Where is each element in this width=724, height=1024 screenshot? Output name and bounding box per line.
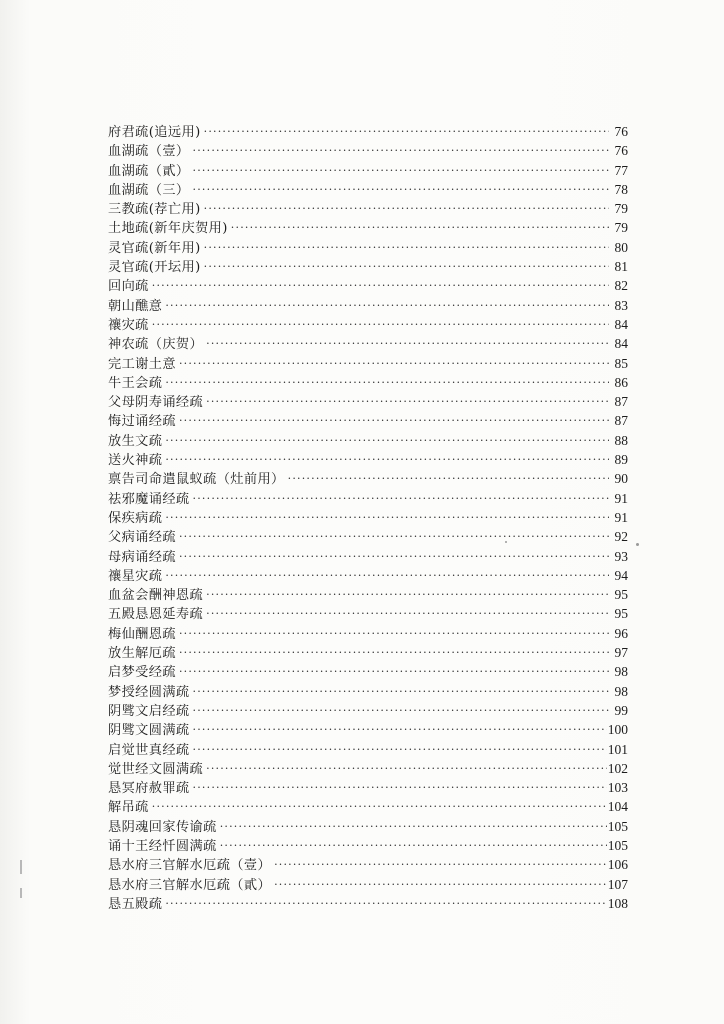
toc-entry-page-number: 106 <box>607 857 628 873</box>
scan-speck <box>636 543 639 546</box>
toc-dot-leader <box>165 296 609 315</box>
toc-entry <box>108 431 628 450</box>
toc-dot-leader <box>179 643 609 662</box>
toc-dot-leader <box>231 218 609 237</box>
toc-entry-title: 三教疏(荐亡用) <box>108 202 201 218</box>
toc-entry-page-number: 105 <box>607 837 628 853</box>
toc-entry-title: 血湖疏（三） <box>108 182 190 198</box>
toc-entry-title: 禳灾疏 <box>108 317 149 333</box>
toc-entry <box>108 547 628 566</box>
toc-dot-leader <box>152 315 609 334</box>
toc-entry <box>108 354 628 373</box>
toc-entry <box>108 759 628 778</box>
toc-entry <box>108 720 628 739</box>
toc-dot-leader <box>165 566 609 585</box>
toc-entry-title: 诵十王经忏圆满疏 <box>108 838 217 854</box>
toc-entry-title: 悔过诵经疏 <box>108 414 176 430</box>
toc-entry-page-number: 97 <box>614 645 628 661</box>
toc-entry <box>108 682 628 701</box>
toc-entry-page-number: 83 <box>614 297 628 313</box>
toc-entry <box>108 566 628 585</box>
toc-dot-leader <box>165 508 609 527</box>
toc-entry-title: 恳阴魂回家传谕疏 <box>108 819 217 835</box>
toc-entry <box>108 875 628 894</box>
toc-entry-page-number: 95 <box>614 606 628 622</box>
toc-entry-page-number: 94 <box>614 567 628 583</box>
toc-entry <box>108 817 628 836</box>
toc-dot-leader <box>165 450 609 469</box>
toc-entry <box>108 740 628 759</box>
toc-entry-title: 灵官疏(新年用) <box>108 240 201 256</box>
toc-entry-title: 恳水府三官解水厄疏（貳） <box>108 877 272 893</box>
toc-entry <box>108 489 628 508</box>
toc-entry-page-number: 86 <box>614 374 628 390</box>
toc-entry-title: 解吊疏 <box>108 800 149 816</box>
toc-entry <box>108 797 628 816</box>
toc-dot-leader <box>206 392 609 411</box>
toc-entry <box>108 624 628 643</box>
toc-entry <box>108 469 628 488</box>
toc-entry-title: 府君疏(追远用) <box>108 125 201 140</box>
toc-entry-title: 灵官疏(开坛用) <box>108 260 201 276</box>
toc-entry <box>108 218 628 237</box>
toc-dot-leader <box>288 469 609 488</box>
toc-entry <box>108 334 628 353</box>
toc-entry-title: 血湖疏（壹） <box>108 144 190 160</box>
toc-entry-title: 朝山醮意 <box>108 298 163 314</box>
toc-entry-title: 放生解厄疏 <box>108 646 176 662</box>
toc-entry-page-number: 76 <box>614 124 628 139</box>
toc-entry-title: 阴骘文启经疏 <box>108 703 190 719</box>
toc-entry-page-number: 91 <box>614 509 628 525</box>
toc-entry-title: 牛王会疏 <box>108 375 163 391</box>
toc-entry <box>108 585 628 604</box>
toc-entry <box>108 122 628 141</box>
toc-dot-leader <box>193 778 607 797</box>
toc-dot-leader <box>179 354 609 373</box>
toc-entry <box>108 643 628 662</box>
toc-entry <box>108 662 628 681</box>
scan-margin-mark <box>20 860 22 874</box>
toc-entry <box>108 508 628 527</box>
toc-entry-page-number: 79 <box>614 220 628 236</box>
toc-entry <box>108 315 628 334</box>
toc-entry <box>108 257 628 276</box>
toc-dot-leader <box>179 624 609 643</box>
toc-entry-page-number: 80 <box>614 239 628 255</box>
toc-dot-leader <box>179 411 609 430</box>
toc-dot-leader <box>204 257 609 276</box>
toc-entry <box>108 392 628 411</box>
toc-entry-title: 血湖疏（貳） <box>108 163 190 179</box>
toc-entry <box>108 373 628 392</box>
toc-entry-page-number: 100 <box>607 722 628 738</box>
toc-entry <box>108 161 628 180</box>
toc-entry-page-number: 108 <box>607 895 628 911</box>
toc-entry-title: 血盆会酬神恩疏 <box>108 588 204 604</box>
toc-entry-page-number: 79 <box>614 201 628 217</box>
toc-entry-page-number: 105 <box>607 818 628 834</box>
toc-entry-title: 保疾病疏 <box>108 510 163 526</box>
toc-entry-title: 神农疏（庆贺） <box>108 337 204 353</box>
toc-entry-title: 完工谢土意 <box>108 356 176 372</box>
toc-entry-title: 恳水府三官解水厄疏（壹） <box>108 858 272 874</box>
toc-entry-title: 送火神疏 <box>108 453 163 469</box>
toc-entry <box>108 238 628 257</box>
toc-entry-page-number: 84 <box>614 316 628 332</box>
toc-dot-leader <box>193 141 609 160</box>
toc-entry-title: 觉世经文圆满疏 <box>108 761 204 777</box>
toc-dot-leader <box>193 701 609 720</box>
toc-dot-leader <box>193 682 609 701</box>
toc-dot-leader <box>206 585 609 604</box>
toc-entry-page-number: 98 <box>614 683 628 699</box>
toc-entry <box>108 199 628 218</box>
table-of-contents <box>108 122 628 913</box>
toc-entry-title: 土地疏(新年庆贺用) <box>108 221 228 237</box>
toc-entry-page-number: 93 <box>614 548 628 564</box>
toc-entry-page-number: 88 <box>614 432 628 448</box>
toc-entry-title: 母病诵经疏 <box>108 549 176 565</box>
toc-entry-page-number: 98 <box>614 664 628 680</box>
toc-entry-page-number: 96 <box>614 625 628 641</box>
toc-entry-title: 恳五殿疏 <box>108 896 163 912</box>
toc-entry-title: 梅仙酬恩疏 <box>108 626 176 642</box>
toc-dot-leader <box>193 720 607 739</box>
toc-entry <box>108 894 628 913</box>
toc-dot-leader <box>206 604 609 623</box>
toc-entry-page-number: 91 <box>614 490 628 506</box>
toc-dot-leader <box>274 855 607 874</box>
toc-entry-title: 恳冥府赦罪疏 <box>108 781 190 797</box>
toc-entry-title: 父母阴寿诵经疏 <box>108 395 204 411</box>
toc-dot-leader <box>204 122 609 141</box>
toc-dot-leader <box>220 836 607 855</box>
toc-dot-leader <box>152 797 607 816</box>
toc-entry-page-number: 102 <box>607 760 628 776</box>
toc-dot-leader <box>193 740 607 759</box>
toc-entry <box>108 527 628 546</box>
toc-entry <box>108 296 628 315</box>
toc-entry-title: 禳星灾疏 <box>108 568 163 584</box>
toc-entry-title: 启梦受经疏 <box>108 665 176 681</box>
toc-entry <box>108 450 628 469</box>
toc-entry-title: 启觉世真经疏 <box>108 742 190 758</box>
toc-entry-page-number: 101 <box>607 741 628 757</box>
toc-entry-page-number: 103 <box>607 780 628 796</box>
toc-entry-page-number: 78 <box>614 181 628 197</box>
toc-entry-page-number: 99 <box>614 702 628 718</box>
toc-dot-leader <box>165 431 609 450</box>
toc-entry <box>108 276 628 295</box>
toc-dot-leader <box>204 199 609 218</box>
toc-entry-page-number: 95 <box>614 587 628 603</box>
toc-dot-leader <box>193 489 609 508</box>
toc-dot-leader <box>179 547 609 566</box>
toc-entry-page-number: 81 <box>614 259 628 275</box>
toc-dot-leader <box>165 894 606 913</box>
toc-dot-leader <box>179 662 609 681</box>
toc-dot-leader <box>165 373 609 392</box>
toc-entry <box>108 411 628 430</box>
toc-entry-title: 阴骘文圆满疏 <box>108 723 190 739</box>
toc-entry <box>108 141 628 160</box>
toc-entry-page-number: 92 <box>614 529 628 545</box>
toc-dot-leader <box>206 759 607 778</box>
toc-dot-leader <box>274 875 607 894</box>
toc-entry <box>108 604 628 623</box>
toc-entry-page-number: 85 <box>614 355 628 371</box>
toc-entry-page-number: 76 <box>614 143 628 159</box>
toc-entry <box>108 855 628 874</box>
toc-entry-page-number: 84 <box>614 336 628 352</box>
toc-entry-page-number: 87 <box>614 394 628 410</box>
toc-dot-leader <box>193 180 609 199</box>
toc-entry-title: 父病诵经疏 <box>108 530 176 546</box>
toc-entry <box>108 701 628 720</box>
toc-entry-page-number: 77 <box>614 162 628 178</box>
toc-dot-leader <box>206 334 609 353</box>
toc-entry-page-number: 82 <box>614 278 628 294</box>
toc-entry-title: 祛邪魔诵经疏 <box>108 491 190 507</box>
toc-dot-leader <box>179 527 609 546</box>
toc-entry-page-number: 107 <box>607 876 628 892</box>
toc-entry-page-number: 89 <box>614 452 628 468</box>
toc-entry-page-number: 87 <box>614 413 628 429</box>
toc-entry-page-number: 90 <box>614 471 628 487</box>
toc-dot-leader <box>152 276 609 295</box>
toc-dot-leader <box>193 161 609 180</box>
scan-margin-mark <box>20 888 22 898</box>
toc-entry <box>108 778 628 797</box>
toc-entry-title: 梦授经圆满疏 <box>108 684 190 700</box>
toc-dot-leader <box>220 817 607 836</box>
toc-entry-title: 禀告司命遣鼠蚁疏（灶前用） <box>108 472 285 488</box>
toc-entry <box>108 836 628 855</box>
toc-entry <box>108 180 628 199</box>
toc-entry-page-number: 104 <box>607 799 628 815</box>
toc-dot-leader <box>204 238 609 257</box>
toc-entry-title: 五殿恳恩延寿疏 <box>108 607 204 623</box>
toc-entry-title: 回向疏 <box>108 279 149 295</box>
toc-entry-title: 放生文疏 <box>108 433 163 449</box>
